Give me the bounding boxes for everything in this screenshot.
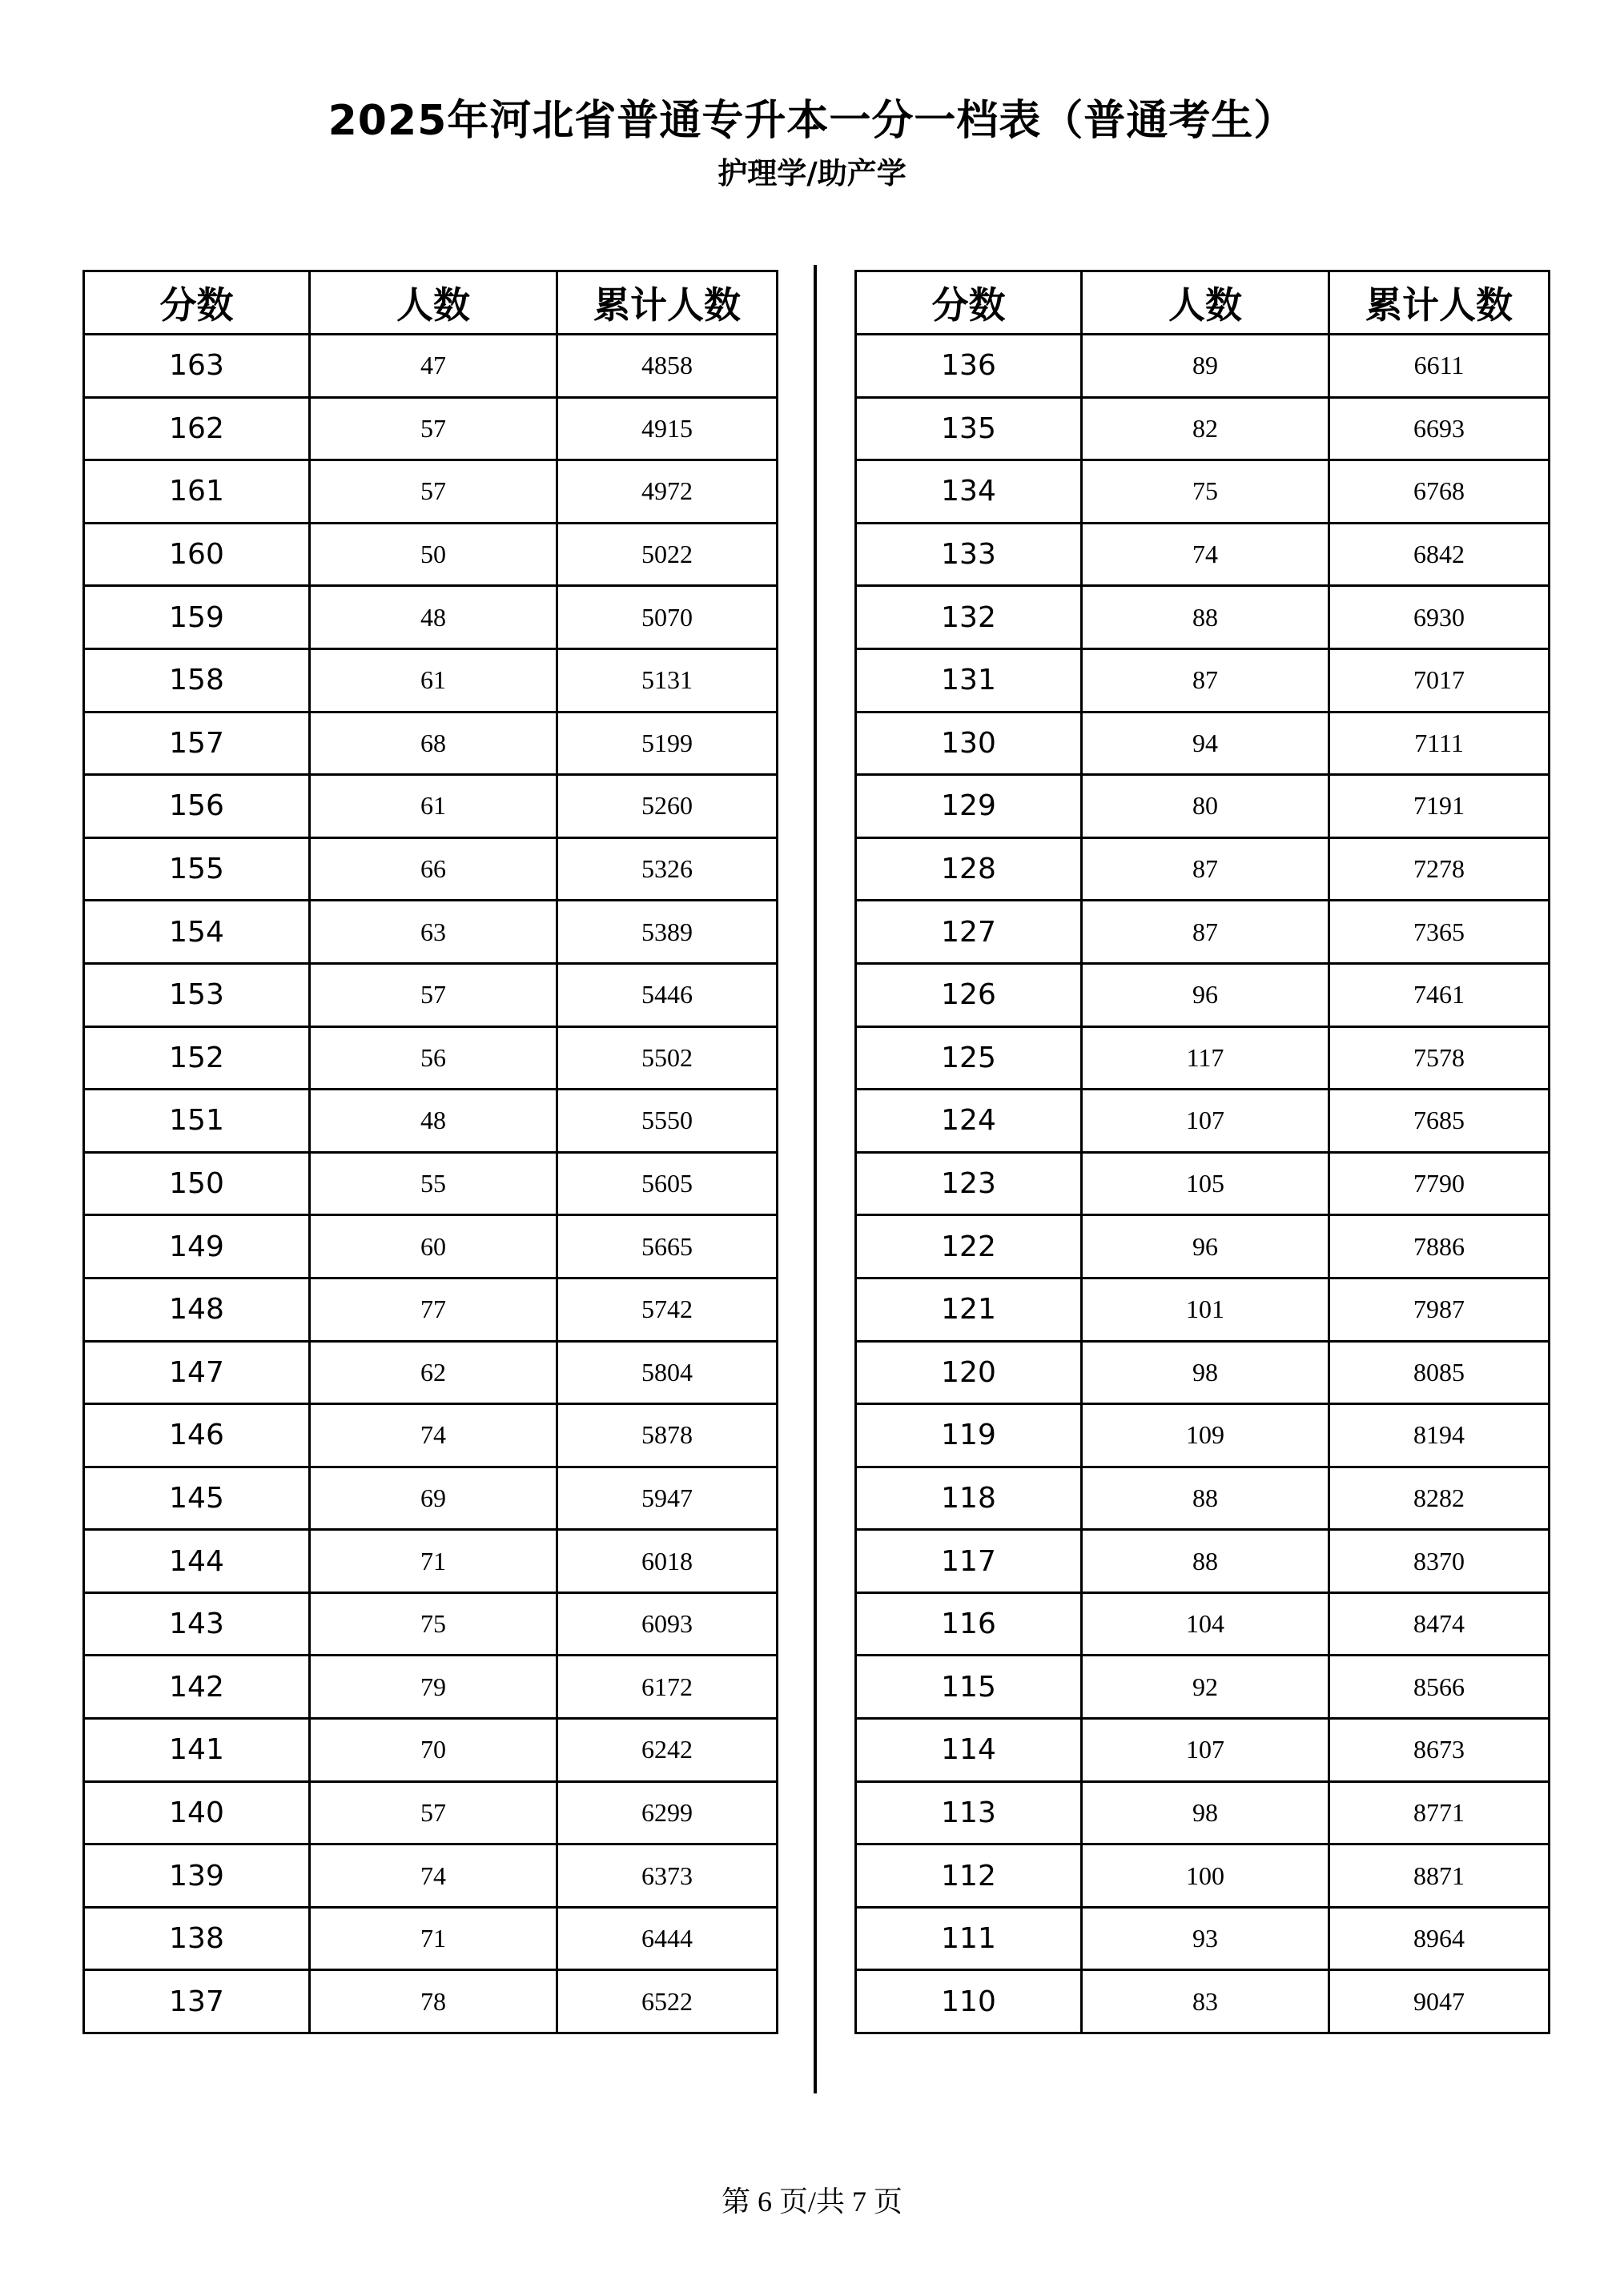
cumulative-cell: 7017	[1329, 648, 1550, 712]
score-cell: 120	[856, 1341, 1082, 1404]
score-cell: 140	[84, 1781, 310, 1844]
cumulative-cell: 7191	[1329, 775, 1550, 838]
table-row	[84, 397, 778, 460]
table-row	[856, 901, 1550, 964]
score-cell: 115	[856, 1656, 1082, 1719]
score-cell: 156	[84, 775, 310, 838]
cumulative-cell: 5550	[557, 1090, 778, 1153]
cumulative-cell: 6018	[557, 1530, 778, 1593]
table-row	[856, 1090, 1550, 1153]
table-row	[84, 1404, 778, 1467]
count-cell: 57	[310, 1781, 557, 1844]
cumulative-cell: 5326	[557, 837, 778, 901]
count-cell: 87	[1082, 648, 1329, 712]
table-row	[84, 901, 778, 964]
table-row	[856, 1530, 1550, 1593]
cumulative-cell: 5131	[557, 648, 778, 712]
count-cell: 66	[310, 837, 557, 901]
cumulative-cell: 8964	[1329, 1907, 1550, 1970]
count-cell: 105	[1082, 1152, 1329, 1215]
cumulative-cell: 5605	[557, 1152, 778, 1215]
cumulative-cell: 7987	[1329, 1278, 1550, 1341]
count-cell: 96	[1082, 963, 1329, 1026]
count-cell: 88	[1082, 586, 1329, 649]
count-cell: 56	[310, 1026, 557, 1090]
score-cell: 149	[84, 1215, 310, 1278]
header-count: 人数	[310, 271, 557, 335]
score-cell: 155	[84, 837, 310, 901]
cumulative-cell: 5446	[557, 963, 778, 1026]
count-cell: 98	[1082, 1341, 1329, 1404]
count-cell: 74	[310, 1404, 557, 1467]
count-cell: 77	[310, 1278, 557, 1341]
table-row	[856, 397, 1550, 460]
cumulative-cell: 5260	[557, 775, 778, 838]
cumulative-cell: 6842	[1329, 523, 1550, 586]
cumulative-cell: 5878	[557, 1404, 778, 1467]
count-cell: 107	[1082, 1719, 1329, 1782]
table-row	[84, 1278, 778, 1341]
count-cell: 71	[310, 1907, 557, 1970]
header-count: 人数	[1082, 271, 1329, 335]
score-cell: 151	[84, 1090, 310, 1153]
count-cell: 48	[310, 1090, 557, 1153]
table-header-row	[856, 271, 1550, 335]
count-cell: 96	[1082, 1215, 1329, 1278]
count-cell: 47	[310, 335, 557, 398]
table-row	[856, 1656, 1550, 1719]
score-cell: 160	[84, 523, 310, 586]
score-cell: 147	[84, 1341, 310, 1404]
score-cell: 136	[856, 335, 1082, 398]
table-row	[856, 1026, 1550, 1090]
count-cell: 88	[1082, 1530, 1329, 1593]
count-cell: 87	[1082, 901, 1329, 964]
score-cell: 130	[856, 712, 1082, 775]
score-cell: 162	[84, 397, 310, 460]
header-score: 分数	[856, 271, 1082, 335]
count-cell: 69	[310, 1467, 557, 1530]
score-cell: 163	[84, 335, 310, 398]
score-cell: 121	[856, 1278, 1082, 1341]
page-footer: 第 6 页/共 7 页	[721, 2186, 902, 2218]
score-cell: 152	[84, 1026, 310, 1090]
count-cell: 101	[1082, 1278, 1329, 1341]
score-cell: 157	[84, 712, 310, 775]
count-cell: 75	[1082, 460, 1329, 524]
score-cell: 137	[84, 1970, 310, 2033]
table-row	[84, 1970, 778, 2033]
table-row	[856, 1719, 1550, 1782]
count-cell: 75	[310, 1592, 557, 1656]
count-cell: 94	[1082, 712, 1329, 775]
cumulative-cell: 5947	[557, 1467, 778, 1530]
score-cell: 158	[84, 648, 310, 712]
cumulative-cell: 8673	[1329, 1719, 1550, 1782]
score-table-left	[82, 270, 778, 2034]
table-row	[856, 586, 1550, 649]
table-row	[84, 460, 778, 524]
score-table-body-left	[84, 335, 778, 2033]
table-row	[84, 586, 778, 649]
cumulative-cell: 4858	[557, 335, 778, 398]
score-table-right	[854, 270, 1550, 2034]
count-cell: 82	[1082, 397, 1329, 460]
table-row	[856, 775, 1550, 838]
score-cell: 116	[856, 1592, 1082, 1656]
cumulative-cell: 7365	[1329, 901, 1550, 964]
count-cell: 71	[310, 1530, 557, 1593]
count-cell: 62	[310, 1341, 557, 1404]
cumulative-cell: 6299	[557, 1781, 778, 1844]
table-row	[84, 648, 778, 712]
score-cell: 146	[84, 1404, 310, 1467]
score-cell: 129	[856, 775, 1082, 838]
score-cell: 141	[84, 1719, 310, 1782]
score-cell: 134	[856, 460, 1082, 524]
table-row	[856, 460, 1550, 524]
table-row	[84, 1844, 778, 1908]
count-cell: 104	[1082, 1592, 1329, 1656]
score-cell: 133	[856, 523, 1082, 586]
count-cell: 68	[310, 712, 557, 775]
count-cell: 98	[1082, 1781, 1329, 1844]
count-cell: 63	[310, 901, 557, 964]
count-cell: 100	[1082, 1844, 1329, 1908]
cumulative-cell: 7886	[1329, 1215, 1550, 1278]
page-title: 2025年河北省普通专升本一分一档表（普通考生）	[328, 97, 1296, 145]
table-row	[856, 1152, 1550, 1215]
count-cell: 70	[310, 1719, 557, 1782]
cumulative-cell: 5665	[557, 1215, 778, 1278]
score-cell: 114	[856, 1719, 1082, 1782]
cumulative-cell: 5199	[557, 712, 778, 775]
table-row	[84, 963, 778, 1026]
score-cell: 161	[84, 460, 310, 524]
table-row	[856, 1844, 1550, 1908]
cumulative-cell: 5022	[557, 523, 778, 586]
count-cell: 48	[310, 586, 557, 649]
table-row	[84, 1215, 778, 1278]
score-cell: 127	[856, 901, 1082, 964]
header-cumulative: 累计人数	[557, 271, 778, 335]
score-cell: 110	[856, 1970, 1082, 2033]
score-cell: 128	[856, 837, 1082, 901]
cumulative-cell: 8194	[1329, 1404, 1550, 1467]
count-cell: 107	[1082, 1090, 1329, 1153]
score-cell: 145	[84, 1467, 310, 1530]
score-cell: 111	[856, 1907, 1082, 1970]
score-cell: 132	[856, 586, 1082, 649]
table-row	[856, 648, 1550, 712]
cumulative-cell: 6242	[557, 1719, 778, 1782]
score-cell: 143	[84, 1592, 310, 1656]
count-cell: 78	[310, 1970, 557, 2033]
table-row	[856, 1592, 1550, 1656]
score-cell: 153	[84, 963, 310, 1026]
score-cell: 124	[856, 1090, 1082, 1153]
score-cell: 112	[856, 1844, 1082, 1908]
table-row	[84, 1152, 778, 1215]
table-row	[84, 712, 778, 775]
score-cell: 118	[856, 1467, 1082, 1530]
table-row	[856, 1215, 1550, 1278]
table-row	[856, 1341, 1550, 1404]
score-cell: 122	[856, 1215, 1082, 1278]
score-cell: 139	[84, 1844, 310, 1908]
cumulative-cell: 7790	[1329, 1152, 1550, 1215]
table-row	[856, 1467, 1550, 1530]
score-cell: 150	[84, 1152, 310, 1215]
count-cell: 55	[310, 1152, 557, 1215]
score-cell: 123	[856, 1152, 1082, 1215]
table-row	[84, 1090, 778, 1153]
cumulative-cell: 6172	[557, 1656, 778, 1719]
cumulative-cell: 5070	[557, 586, 778, 649]
cumulative-cell: 8282	[1329, 1467, 1550, 1530]
cumulative-cell: 4915	[557, 397, 778, 460]
cumulative-cell: 6611	[1329, 335, 1550, 398]
cumulative-cell: 8871	[1329, 1844, 1550, 1908]
header-cumulative: 累计人数	[1329, 271, 1550, 335]
score-cell: 131	[856, 648, 1082, 712]
score-cell: 119	[856, 1404, 1082, 1467]
count-cell: 92	[1082, 1656, 1329, 1719]
score-cell: 117	[856, 1530, 1082, 1593]
cumulative-cell: 6093	[557, 1592, 778, 1656]
score-cell: 159	[84, 586, 310, 649]
table-row	[84, 1530, 778, 1593]
score-cell: 138	[84, 1907, 310, 1970]
cumulative-cell: 8474	[1329, 1592, 1550, 1656]
cumulative-cell: 6930	[1329, 586, 1550, 649]
count-cell: 57	[310, 460, 557, 524]
cumulative-cell: 5389	[557, 901, 778, 964]
table-row	[84, 1719, 778, 1782]
cumulative-cell: 6693	[1329, 397, 1550, 460]
cumulative-cell: 5804	[557, 1341, 778, 1404]
count-cell: 93	[1082, 1907, 1329, 1970]
cumulative-cell: 6373	[557, 1844, 778, 1908]
table-row	[84, 775, 778, 838]
column-divider	[814, 265, 817, 2093]
table-row	[856, 1970, 1550, 2033]
cumulative-cell: 7278	[1329, 837, 1550, 901]
cumulative-cell: 7685	[1329, 1090, 1550, 1153]
score-cell: 154	[84, 901, 310, 964]
table-row	[84, 1026, 778, 1090]
header-score: 分数	[84, 271, 310, 335]
score-cell: 126	[856, 963, 1082, 1026]
table-row	[856, 837, 1550, 901]
cumulative-cell: 8566	[1329, 1656, 1550, 1719]
count-cell: 109	[1082, 1404, 1329, 1467]
count-cell: 80	[1082, 775, 1329, 838]
cumulative-cell: 8370	[1329, 1530, 1550, 1593]
table-row	[856, 963, 1550, 1026]
table-row	[84, 1656, 778, 1719]
table-row	[84, 1467, 778, 1530]
table-row	[84, 1907, 778, 1970]
table-row	[856, 523, 1550, 586]
table-row	[856, 335, 1550, 398]
count-cell: 57	[310, 963, 557, 1026]
count-cell: 87	[1082, 837, 1329, 901]
count-cell: 57	[310, 397, 557, 460]
page-subtitle: 护理学/助产学	[718, 156, 906, 191]
count-cell: 74	[310, 1844, 557, 1908]
count-cell: 88	[1082, 1467, 1329, 1530]
count-cell: 117	[1082, 1026, 1329, 1090]
score-cell: 113	[856, 1781, 1082, 1844]
table-row	[856, 1404, 1550, 1467]
count-cell: 79	[310, 1656, 557, 1719]
table-row	[84, 523, 778, 586]
cumulative-cell: 6522	[557, 1970, 778, 2033]
cumulative-cell: 5742	[557, 1278, 778, 1341]
cumulative-cell: 5502	[557, 1026, 778, 1090]
cumulative-cell: 8085	[1329, 1341, 1550, 1404]
cumulative-cell: 7461	[1329, 963, 1550, 1026]
cumulative-cell: 9047	[1329, 1970, 1550, 2033]
count-cell: 74	[1082, 523, 1329, 586]
cumulative-cell: 4972	[557, 460, 778, 524]
score-table-body-right	[856, 335, 1550, 2033]
count-cell: 89	[1082, 335, 1329, 398]
score-cell: 125	[856, 1026, 1082, 1090]
cumulative-cell: 6768	[1329, 460, 1550, 524]
score-cell: 148	[84, 1278, 310, 1341]
table-row	[856, 1278, 1550, 1341]
score-cell: 142	[84, 1656, 310, 1719]
cumulative-cell: 7111	[1329, 712, 1550, 775]
count-cell: 50	[310, 523, 557, 586]
table-row	[84, 837, 778, 901]
count-cell: 61	[310, 775, 557, 838]
count-cell: 61	[310, 648, 557, 712]
score-cell: 144	[84, 1530, 310, 1593]
count-cell: 83	[1082, 1970, 1329, 2033]
cumulative-cell: 7578	[1329, 1026, 1550, 1090]
table-row	[856, 1907, 1550, 1970]
table-row	[856, 1781, 1550, 1844]
table-row	[84, 1592, 778, 1656]
table-row	[84, 1341, 778, 1404]
cumulative-cell: 6444	[557, 1907, 778, 1970]
table-row	[84, 1781, 778, 1844]
table-header-row	[84, 271, 778, 335]
score-cell: 135	[856, 397, 1082, 460]
cumulative-cell: 8771	[1329, 1781, 1550, 1844]
table-row	[84, 335, 778, 398]
count-cell: 60	[310, 1215, 557, 1278]
table-row	[856, 712, 1550, 775]
